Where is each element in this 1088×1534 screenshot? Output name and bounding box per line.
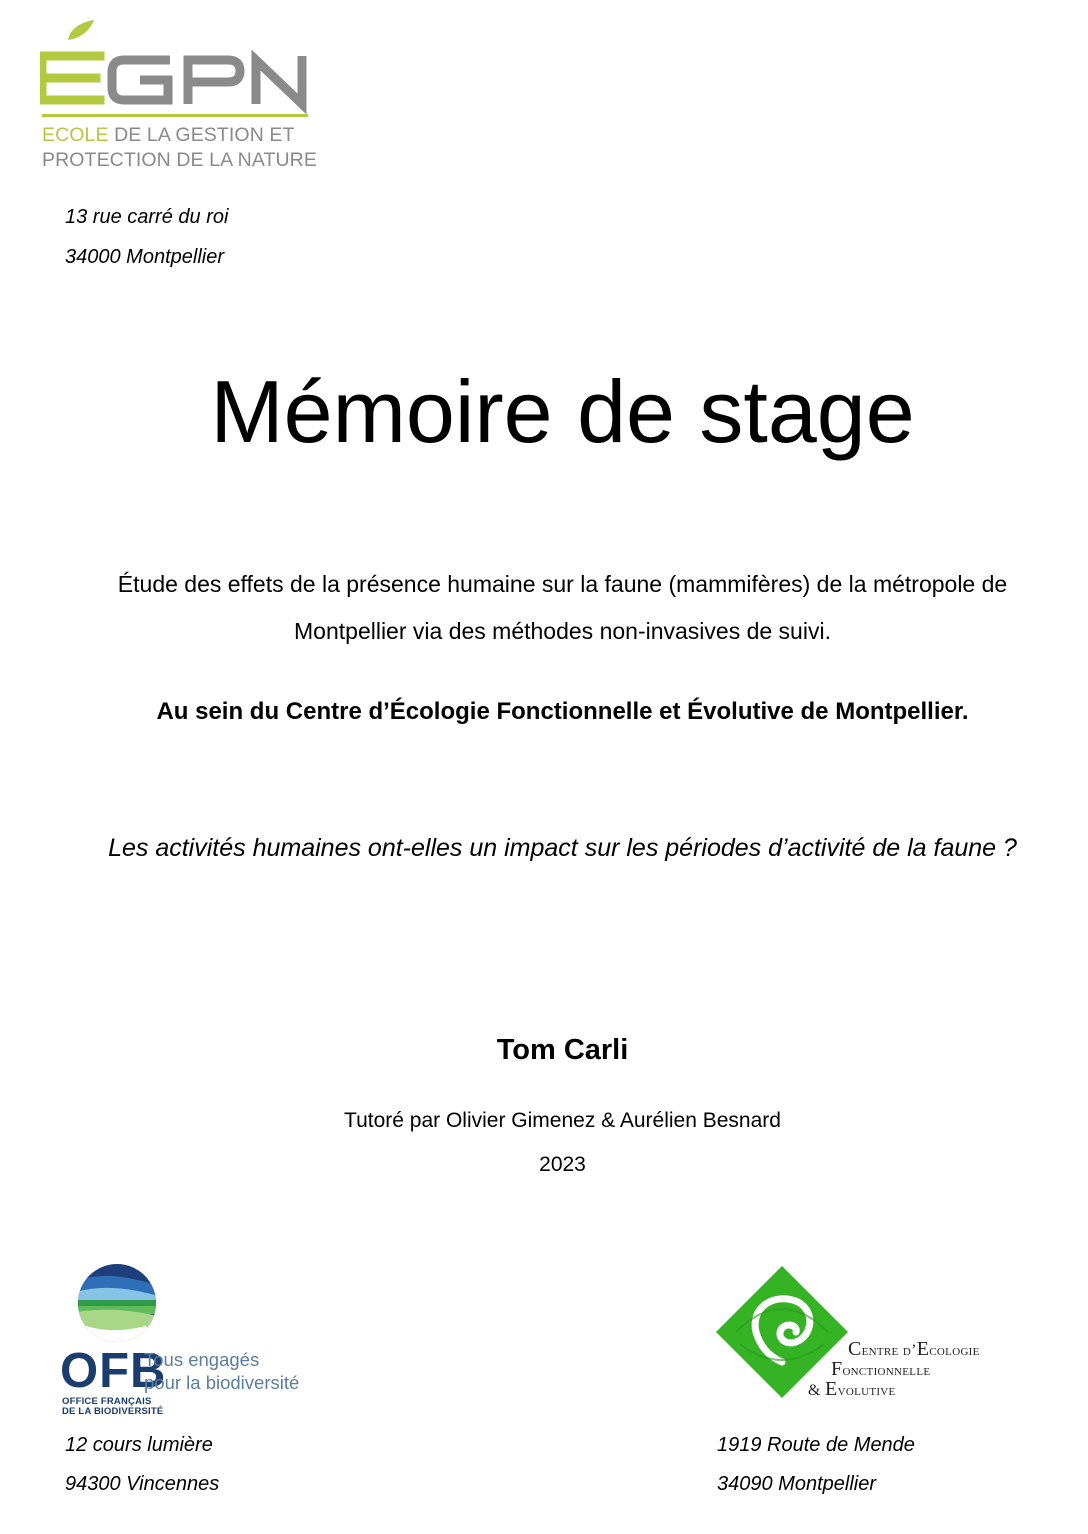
ofb-emblem: [76, 1262, 158, 1344]
research-question: Les activités humaines ont-elles un impact sur les périodes d’activité de la faune ?: [108, 834, 1017, 862]
tutors: Tutoré par Olivier Gimenez & Aurélien Besnard: [344, 1109, 781, 1132]
egpn-name-highlight: ECOLE: [42, 124, 109, 146]
ofb-tagline: [144, 1348, 299, 1394]
egpn-address-city: 34000 Montpellier: [65, 246, 224, 268]
document-title: Mémoire de stage: [210, 362, 915, 461]
year: 2023: [539, 1153, 586, 1176]
egpn-divider: [42, 114, 308, 117]
host-institution: Au sein du Centre d’Écologie Fonctionnelle et Évolutive de Montpellier.: [156, 698, 969, 725]
author-name: Tom Carli: [496, 1034, 629, 1066]
cefe-address-street: 1919 Route de Mende: [717, 1434, 915, 1456]
egpn-name-line2: PROTECTION DE LA NATURE: [42, 149, 317, 171]
cefe-name-line2: Fonctionnelle: [831, 1358, 931, 1380]
egpn-address-street: 13 rue carré du roi: [65, 206, 229, 228]
ofb-address-city: 94300 Vincennes: [65, 1473, 220, 1495]
ofb-tagline-line2: pour la biodiversité: [144, 1372, 300, 1393]
document-subtitle: Étude des effets de la présence humaine sur la faune (mammifères) de la métropole de Montpellier via des méthodes non-invasives de suivi.: [117, 571, 1008, 644]
ofb-full-name-line1: OFFICE FRANÇAIS: [62, 1396, 152, 1407]
ofb-address-street: 12 cours lumière: [65, 1434, 213, 1456]
cefe-name-line3: & Evolutive: [808, 1378, 896, 1400]
egpn-name-line1: [42, 124, 295, 147]
ofb-tagline-line1: Tous engagés: [144, 1349, 260, 1370]
ofb-full-name-line2: DE LA BIODIVERSITÉ: [62, 1406, 164, 1417]
cefe-address-city: 34090 Montpellier: [717, 1473, 876, 1495]
cefe-logo: [716, 1266, 1026, 1400]
egpn-name-rest: DE LA GESTION ET: [108, 124, 295, 146]
cefe-name-line1: Centre d’Ecologie: [848, 1338, 980, 1360]
egpn-logo: [40, 18, 317, 178]
egpn-logo-mark: [40, 18, 312, 118]
ofb-logo: [56, 1262, 386, 1418]
ofb-acronym: OFB: [60, 1344, 167, 1398]
